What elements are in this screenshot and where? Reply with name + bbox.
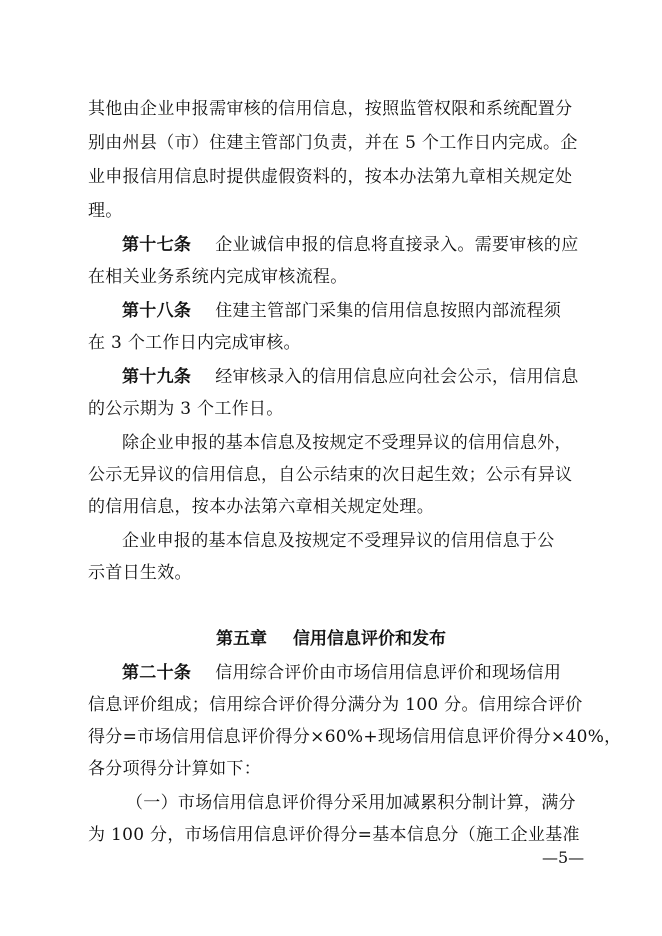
- paragraph-line: 企业申报的基本信息及按规定不受理异议的信用信息于公: [122, 531, 555, 551]
- chapter-title: 信用信息评价和发布: [293, 629, 446, 649]
- article-18: [122, 300, 561, 322]
- paragraph-line: 在相关业务系统内完成审核流程。: [88, 267, 348, 287]
- chapter-number: 第五章: [216, 629, 267, 649]
- article-title: 第十九条: [122, 367, 192, 387]
- article-17: [122, 234, 579, 256]
- paragraph-line: 得分=市场信用信息评价得分×60%+现场信用信息评价得分×40%，: [88, 727, 622, 747]
- paragraph-line: 的信用信息，按本办法第六章相关规定处理。: [88, 497, 434, 517]
- paragraph-line: 公示无异议的信用信息，自公示结束的次日起生效；公示有异议: [88, 465, 573, 485]
- paragraph-line: 的公示期为 3 个工作日。: [88, 399, 284, 419]
- article-text: 经审核录入的信用信息应向社会公示，信用信息: [215, 367, 579, 387]
- article-title: 第二十条: [122, 663, 192, 683]
- page-number: —5—: [542, 848, 585, 867]
- paragraph-line: 信息评价组成；信用综合评价得分满分为 100 分。信用综合评价: [88, 695, 583, 715]
- paragraph-line: 其他由企业申报需审核的信用信息，按照监管权限和系统配置分: [88, 99, 573, 119]
- paragraph-line: 业申报信用信息时提供虚假资料的，按本办法第九章相关规定处: [88, 167, 573, 187]
- paragraph-line: 各分项得分计算如下：: [88, 759, 261, 779]
- article-text: 企业诚信申报的信息将直接录入。需要审核的应: [215, 235, 579, 255]
- article-text: 信用综合评价由市场信用信息评价和现场信用: [215, 663, 562, 683]
- paragraph-line: 在 3 个工作日内完成审核。: [88, 333, 301, 353]
- chapter-heading: [0, 628, 662, 650]
- paragraph-line: 示首日生效。: [88, 563, 192, 583]
- list-item-line: （一）市场信用信息评价得分采用加减累积分制计算，满分: [126, 793, 576, 813]
- article-text: 住建主管部门采集的信用信息按照内部流程须: [215, 301, 562, 321]
- article-20: [122, 662, 561, 684]
- article-19: [122, 366, 579, 388]
- paragraph-line: 别由州县（市）住建主管部门负责，并在 5 个工作日内完成。企: [88, 133, 578, 153]
- article-title: 第十七条: [122, 235, 192, 255]
- paragraph-line: 理。: [88, 201, 123, 221]
- article-title: 第十八条: [122, 301, 192, 321]
- paragraph-line: 为 100 分，市场信用信息评价得分=基本信息分（施工企业基准: [88, 825, 580, 845]
- paragraph-line: 除企业申报的基本信息及按规定不受理异议的信用信息外，: [122, 433, 572, 453]
